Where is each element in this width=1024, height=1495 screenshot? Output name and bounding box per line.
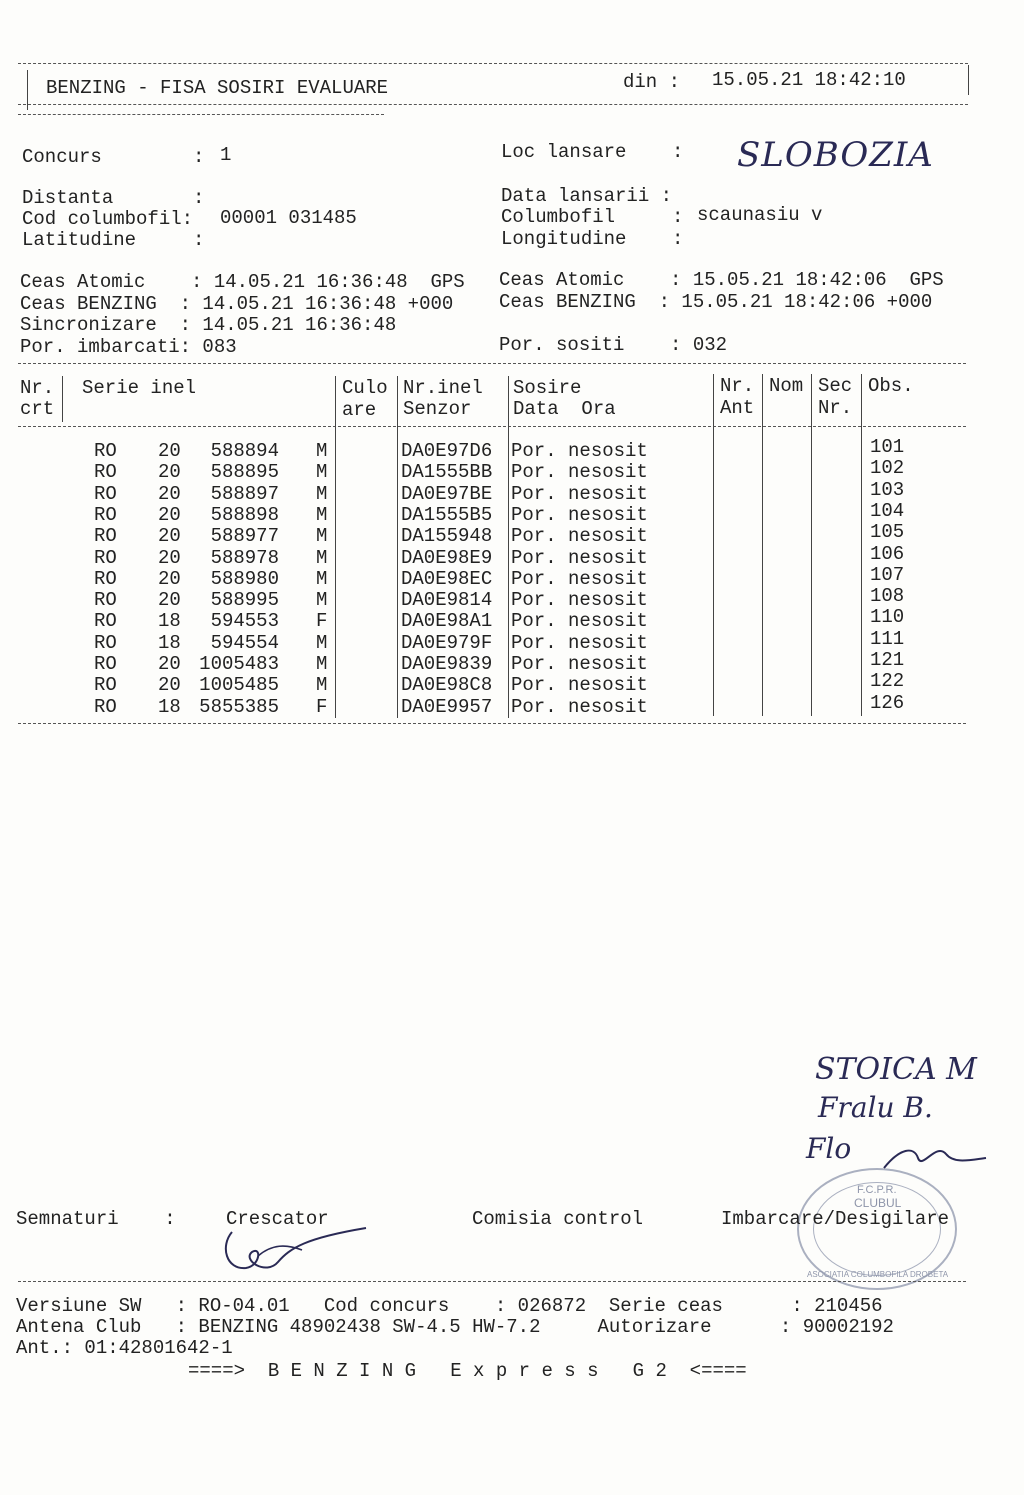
ring-number: 1005483 — [199, 653, 279, 675]
header-title: BENZING - FISA SOSIRI EVALUARE — [46, 77, 389, 99]
sensor-id: DA0E98E9 — [401, 546, 493, 569]
benzing-express-banner: ====> B E N Z I N G E x p r e s s G 2 <==== — [188, 1360, 747, 1382]
ring-year: 18 — [158, 610, 181, 633]
col-nrinel-header-2: Senzor — [403, 398, 472, 420]
pigeon-sex: M — [316, 503, 328, 526]
arrival-status: Por. nesosit — [511, 482, 648, 505]
col-divider — [397, 376, 398, 718]
ring-country: RO — [94, 440, 117, 462]
sensor-id: DA0E98C8 — [401, 674, 493, 697]
col-sosire-header-1: Sosire — [513, 377, 582, 399]
arrival-status: Por. nesosit — [511, 589, 648, 612]
table-header-rule — [18, 426, 966, 427]
data-lansarii-label: Data lansarii : — [501, 185, 673, 207]
ring-country: RO — [94, 653, 117, 675]
ring-number: 594553 — [210, 610, 279, 633]
latitudine-label: Latitudine : — [22, 229, 205, 251]
ceas-benzing-end: Ceas BENZING : 15.05.21 18:42:06 +000 — [499, 291, 933, 313]
concurs-value: 1 — [220, 144, 232, 166]
ceas-atomic-end: Ceas Atomic : 15.05.21 18:42:06 GPS — [499, 269, 944, 291]
col-nom-header: Nom — [769, 375, 804, 397]
arrival-status: Por. nesosit — [511, 440, 648, 462]
sincronizare: Sincronizare : 14.05.21 16:36:48 — [20, 314, 397, 336]
col-culoare-header-2: are — [342, 399, 377, 421]
porumbei-sositi: Por. sositi : 032 — [499, 334, 728, 356]
obs-value: 126 — [870, 691, 905, 714]
signature-handwritten-3: Flo — [806, 1132, 852, 1165]
ring-number: 1005485 — [199, 674, 279, 697]
col-culoare-header-1: Culo — [342, 377, 388, 399]
ring-year: 20 — [158, 482, 181, 505]
col-divider — [713, 374, 714, 716]
loc-lansare-handwritten: SLOBOZIA — [737, 135, 934, 175]
ring-country: RO — [94, 589, 117, 612]
ring-number: 588898 — [210, 503, 279, 526]
arrival-status: Por. nesosit — [511, 546, 648, 569]
cod-columbofil-value: 00001 031485 — [220, 207, 357, 229]
antena-club-line: Antena Club : BENZING 48902438 SW-4.5 HW-7.2 Autorizare : 90002192 — [16, 1316, 894, 1338]
ring-year: 18 — [158, 631, 181, 654]
signature-handwritten-1: STOICA M — [815, 1052, 977, 1087]
col-obs-header: Obs. — [868, 375, 914, 397]
pigeon-sex: M — [316, 653, 328, 675]
sensor-id: DA0E9957 — [401, 695, 493, 718]
obs-value: 104 — [870, 499, 905, 522]
header-bottom-rule-2 — [18, 114, 384, 115]
arrival-status: Por. nesosit — [511, 610, 648, 633]
ring-country: RO — [94, 567, 117, 590]
arrival-status: Por. nesosit — [511, 631, 648, 654]
col-nrinel-header-1: Nr.inel — [403, 377, 483, 399]
crescator-signature — [220, 1222, 370, 1284]
pigeon-sex: M — [316, 461, 328, 484]
col-divider — [762, 374, 763, 716]
arrival-status: Por. nesosit — [511, 461, 648, 484]
ring-year: 20 — [158, 461, 181, 484]
pigeon-sex: M — [316, 674, 328, 697]
sensor-id: DA0E979F — [401, 631, 493, 654]
pigeon-sex: M — [316, 482, 328, 505]
col-nr-header: Nr. — [20, 377, 55, 399]
ring-year: 20 — [158, 546, 181, 569]
col-serie-header: Serie inel — [82, 377, 197, 399]
ring-year: 20 — [158, 525, 181, 548]
ring-number: 588995 — [210, 589, 279, 612]
ring-country: RO — [94, 674, 117, 697]
table-bottom-rule — [18, 723, 966, 724]
columbofil-value: scaunasiu v — [697, 204, 823, 226]
obs-value: 103 — [870, 478, 905, 501]
sensor-id: DA155948 — [401, 525, 493, 548]
ring-number: 588894 — [210, 440, 279, 462]
sensor-id: DA1555B5 — [401, 503, 493, 526]
ring-year: 20 — [158, 503, 181, 526]
obs-value: 122 — [870, 670, 905, 693]
col-sec-header-1: Sec — [818, 375, 853, 397]
header-right-border — [968, 65, 969, 95]
ring-country: RO — [94, 695, 117, 718]
ring-number: 588897 — [210, 482, 279, 505]
distanta-label: Distanta : — [22, 187, 205, 209]
ring-country: RO — [94, 525, 117, 548]
pigeon-sex: F — [316, 610, 328, 633]
ring-year: 20 — [158, 589, 181, 612]
header-din-label: din : — [623, 71, 681, 93]
col-divider — [335, 376, 336, 718]
ring-country: RO — [94, 546, 117, 569]
obs-value: 102 — [870, 457, 905, 480]
obs-value: 108 — [870, 585, 905, 608]
versiune-sw-line: Versiune SW : RO-04.01 Cod concurs : 026872 Serie ceas : 210456 — [16, 1295, 883, 1317]
ring-country: RO — [94, 610, 117, 633]
ring-number: 588980 — [210, 567, 279, 590]
ring-number: 588895 — [210, 461, 279, 484]
sensor-id: DA0E9839 — [401, 653, 493, 675]
col-divider — [811, 374, 812, 716]
ring-country: RO — [94, 631, 117, 654]
ring-year: 20 — [158, 674, 181, 697]
arrival-status: Por. nesosit — [511, 674, 648, 697]
obs-value: 106 — [870, 542, 905, 565]
arrival-status: Por. nesosit — [511, 567, 648, 590]
ring-country: RO — [94, 461, 117, 484]
ring-number: 588978 — [210, 546, 279, 569]
comisia-control-label: Comisia control — [472, 1208, 644, 1230]
semnaturi-label: Semnaturi : — [16, 1208, 176, 1230]
stamp-top-text: F.C.P.R. — [857, 1184, 897, 1196]
header-bottom-rule — [18, 104, 968, 105]
obs-value: 107 — [870, 563, 905, 586]
pigeon-sex: F — [316, 695, 328, 718]
table-top-rule — [18, 363, 966, 364]
crescator-label: Crescator — [226, 1208, 329, 1230]
obs-value: 121 — [870, 649, 905, 671]
ring-number: 588977 — [210, 525, 279, 548]
ring-year: 20 — [158, 653, 181, 675]
ring-year: 20 — [158, 440, 181, 462]
stamp-mid-text: CLUBUL — [854, 1196, 902, 1210]
col-divider — [508, 376, 509, 718]
arrival-status: Por. nesosit — [511, 653, 648, 675]
arrival-status: Por. nesosit — [511, 525, 648, 548]
ring-country: RO — [94, 482, 117, 505]
pigeon-sex: M — [316, 546, 328, 569]
imbarcare-label: Imbarcare/Desigilare — [721, 1208, 950, 1230]
ring-number: 5855385 — [199, 695, 279, 718]
cod-columbofil-label: Cod columbofil: — [22, 208, 194, 230]
col-nrant-header-1: Nr. — [720, 375, 755, 397]
obs-value: 111 — [870, 627, 905, 650]
ring-number: 594554 — [210, 631, 279, 654]
ceas-benzing-start: Ceas BENZING : 14.05.21 16:36:48 +000 — [20, 293, 454, 315]
signature-handwritten-2: Fralu B. — [818, 1091, 933, 1124]
sensor-id: DA0E97BE — [401, 482, 493, 505]
ring-year: 18 — [158, 695, 181, 718]
antena-id-line: Ant.: 01:42801642-1 — [16, 1337, 233, 1359]
sensor-id: DA1555BB — [401, 461, 493, 484]
concurs-label: Concurs : — [22, 146, 205, 168]
columbofil-label: Columbofil : — [501, 206, 684, 228]
ring-country: RO — [94, 503, 117, 526]
col-sec-header-2: Nr. — [818, 397, 853, 419]
pigeon-sex: M — [316, 567, 328, 590]
col-crt-header: crt — [20, 398, 55, 420]
obs-value: 110 — [870, 606, 905, 629]
col-sosire-header-2: Data Ora — [513, 398, 616, 420]
header-datetime: 15.05.21 18:42:10 — [712, 69, 906, 91]
ring-year: 20 — [158, 567, 181, 590]
pigeon-sex: M — [316, 589, 328, 612]
pigeon-sex: M — [316, 525, 328, 548]
sensor-id: DA0E97D6 — [401, 440, 493, 462]
col-divider — [861, 374, 862, 716]
longitudine-label: Longitudine : — [501, 228, 684, 250]
sensor-id: DA0E9814 — [401, 589, 493, 612]
obs-value: 101 — [870, 436, 905, 458]
stamp-ring-text: ASOCIATIA COLUMBOFILA DROBETA — [807, 1270, 949, 1279]
ceas-atomic-start: Ceas Atomic : 14.05.21 16:36:48 GPS — [20, 271, 465, 293]
pigeon-sex: M — [316, 440, 328, 462]
arrival-status: Por. nesosit — [511, 503, 648, 526]
footer-rule — [18, 1281, 966, 1282]
header-top-rule — [18, 63, 968, 64]
col-divider — [62, 376, 63, 422]
obs-value: 105 — [870, 521, 905, 544]
sensor-id: DA0E98EC — [401, 567, 493, 590]
col-nrant-header-2: Ant — [720, 397, 755, 419]
porumbei-imbarcati: Por. imbarcati: 083 — [20, 336, 237, 358]
sensor-id: DA0E98A1 — [401, 610, 493, 633]
pigeon-sex: M — [316, 631, 328, 654]
stamp-signature — [880, 1138, 990, 1178]
loc-lansare-label: Loc lansare : — [501, 141, 684, 163]
arrival-status: Por. nesosit — [511, 695, 648, 718]
